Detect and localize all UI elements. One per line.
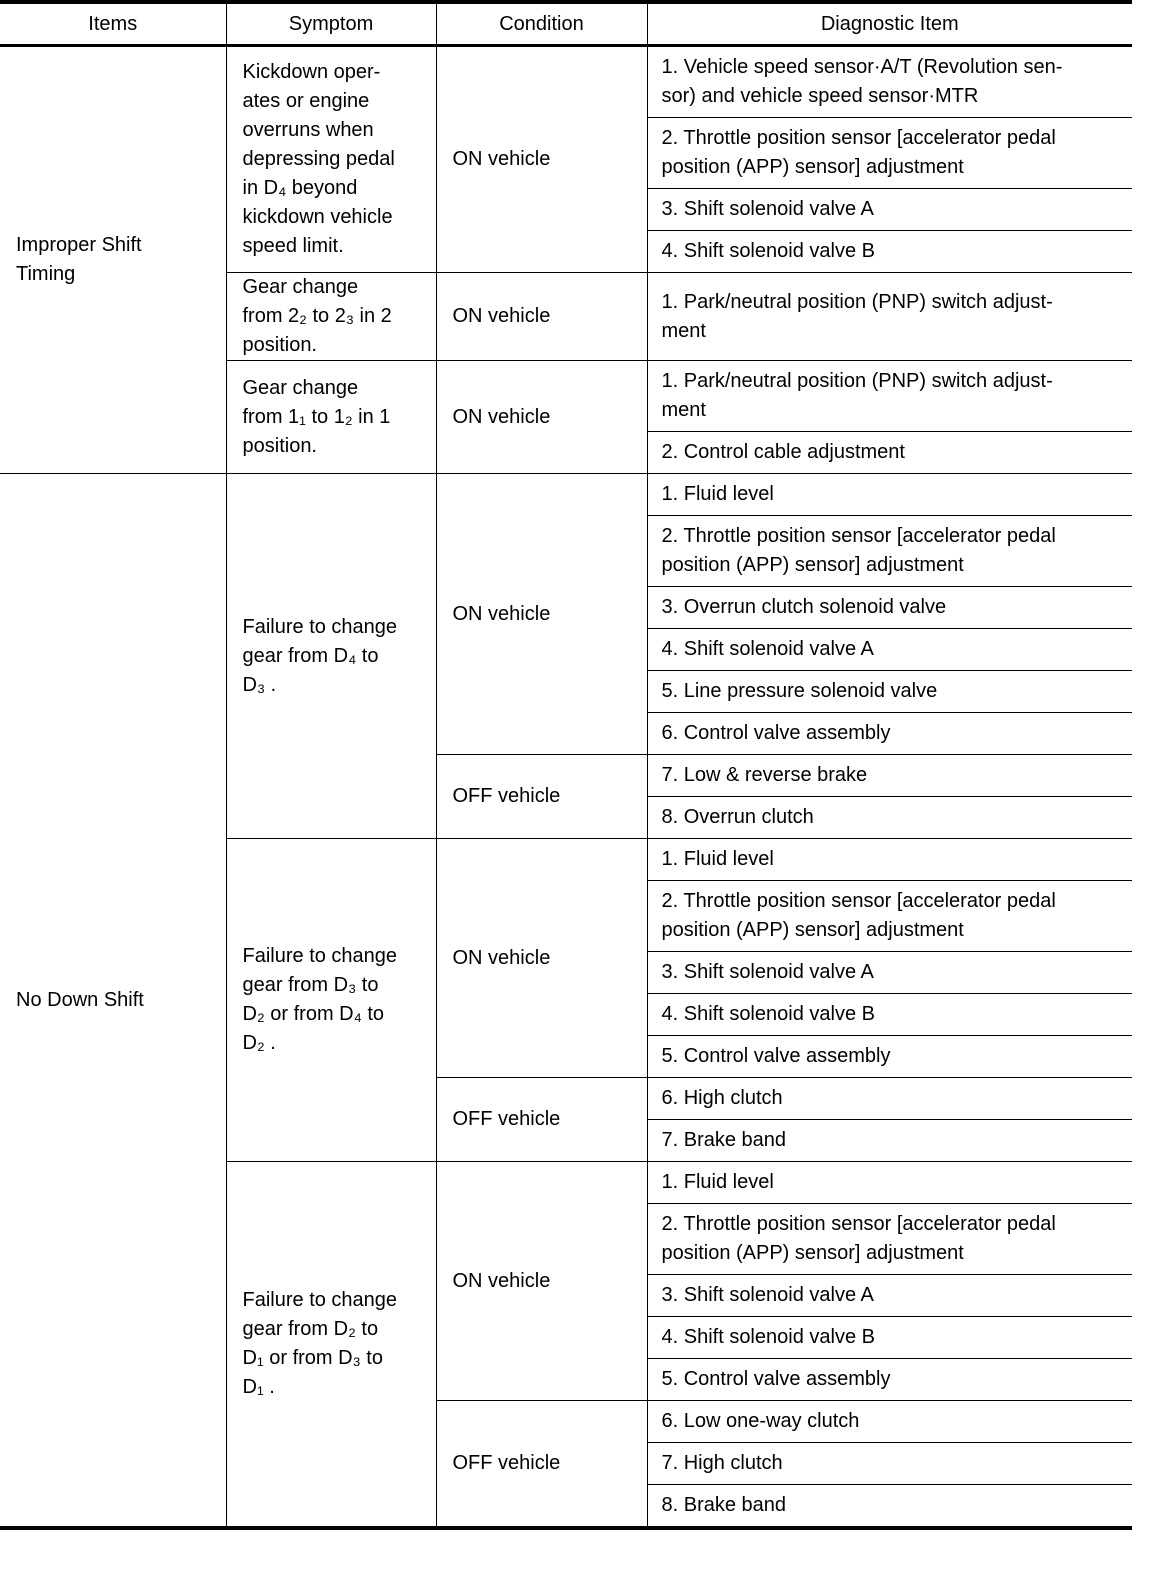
diagnostic-item-cell: 1. Fluid level xyxy=(647,1162,1132,1204)
diagnostic-item-cell: 8. Brake band xyxy=(647,1485,1132,1529)
diagnostic-item-cell: 3. Shift solenoid valve A xyxy=(647,952,1132,994)
header-diagnostic-item: Diagnostic Item xyxy=(647,2,1132,46)
condition-cell: ON vehicle xyxy=(436,474,647,755)
symptom-cell: Failure to change gear from D₃ to D₂ or from D₄ to D₂ . xyxy=(226,839,436,1162)
diagnostic-item-cell: 8. Overrun clutch xyxy=(647,797,1132,839)
symptom-cell: Gear change from 2₂ to 2₃ in 2 position. xyxy=(226,273,436,361)
diagnostic-item-cell: 2. Throttle position sensor [accelerator pedal position (APP) sensor] adjustment xyxy=(647,516,1132,587)
condition-cell: OFF vehicle xyxy=(436,1078,647,1162)
condition-cell: ON vehicle xyxy=(436,1162,647,1401)
diagnostic-item-cell: 5. Line pressure solenoid valve xyxy=(647,671,1132,713)
diagnostic-item-cell: 3. Overrun clutch solenoid valve xyxy=(647,587,1132,629)
symptom-cell: Failure to change gear from D₂ to D₁ or from D₃ to D₁ . xyxy=(226,1162,436,1529)
header-symptom: Symptom xyxy=(226,2,436,46)
diagnostic-item-cell: 4. Shift solenoid valve B xyxy=(647,1317,1132,1359)
diagnostic-item-cell: 2. Throttle position sensor [accelerator pedal position (APP) sensor] adjustment xyxy=(647,1204,1132,1275)
item-cell: Improper Shift Timing xyxy=(0,46,226,474)
diagnostic-item-cell: 4. Shift solenoid valve B xyxy=(647,231,1132,273)
diagnostic-item-cell: 1. Park/neutral position (PNP) switch adjust- ment xyxy=(647,361,1132,432)
diagnostic-item-cell: 7. Low & reverse brake xyxy=(647,755,1132,797)
table-row xyxy=(0,474,1132,516)
diagnostic-item-cell: 2. Throttle position sensor [accelerator pedal position (APP) sensor] adjustment xyxy=(647,118,1132,189)
condition-cell: ON vehicle xyxy=(436,361,647,474)
condition-cell: OFF vehicle xyxy=(436,1401,647,1529)
table-body xyxy=(0,46,1132,1529)
diagnostic-item-cell: 4. Shift solenoid valve B xyxy=(647,994,1132,1036)
diagnostic-item-cell: 1. Fluid level xyxy=(647,839,1132,881)
header-row xyxy=(0,2,1132,46)
diagnostic-item-cell: 1. Park/neutral position (PNP) switch adjust- ment xyxy=(647,273,1132,361)
diagnostic-item-cell: 4. Shift solenoid valve A xyxy=(647,629,1132,671)
diagnostic-item-cell: 6. Control valve assembly xyxy=(647,713,1132,755)
condition-cell: ON vehicle xyxy=(436,46,647,273)
header-condition: Condition xyxy=(436,2,647,46)
condition-cell: OFF vehicle xyxy=(436,755,647,839)
diagnostic-item-cell: 3. Shift solenoid valve A xyxy=(647,1275,1132,1317)
diagnostic-item-cell: 6. High clutch xyxy=(647,1078,1132,1120)
diagnostic-item-cell: 2. Control cable adjustment xyxy=(647,432,1132,474)
diagnostic-item-cell: 3. Shift solenoid valve A xyxy=(647,189,1132,231)
table-row xyxy=(0,46,1132,118)
symptom-cell: Gear change from 1₁ to 1₂ in 1 position. xyxy=(226,361,436,474)
diagnostic-item-cell: 1. Vehicle speed sensor·A/T (Revolution sen- sor) and vehicle speed sensor·MTR xyxy=(647,46,1132,118)
diagnostic-item-cell: 7. Brake band xyxy=(647,1120,1132,1162)
header-items: Items xyxy=(0,2,226,46)
condition-cell: ON vehicle xyxy=(436,839,647,1078)
symptom-cell: Failure to change gear from D₄ to D₃ . xyxy=(226,474,436,839)
condition-cell: ON vehicle xyxy=(436,273,647,361)
diagnostic-item-cell: 7. High clutch xyxy=(647,1443,1132,1485)
diagnostic-item-cell: 2. Throttle position sensor [accelerator pedal position (APP) sensor] adjustment xyxy=(647,881,1132,952)
symptom-cell: Kickdown oper- ates or engine overruns when depressing pedal in D₄ beyond kickdown vehicle speed limit. xyxy=(226,46,436,273)
diagnostic-item-cell: 5. Control valve assembly xyxy=(647,1036,1132,1078)
diagnostic-item-cell: 6. Low one-way clutch xyxy=(647,1401,1132,1443)
diagnostic-item-cell: 1. Fluid level xyxy=(647,474,1132,516)
diagnostic-item-cell: 5. Control valve assembly xyxy=(647,1359,1132,1401)
item-cell: No Down Shift xyxy=(0,474,226,1529)
